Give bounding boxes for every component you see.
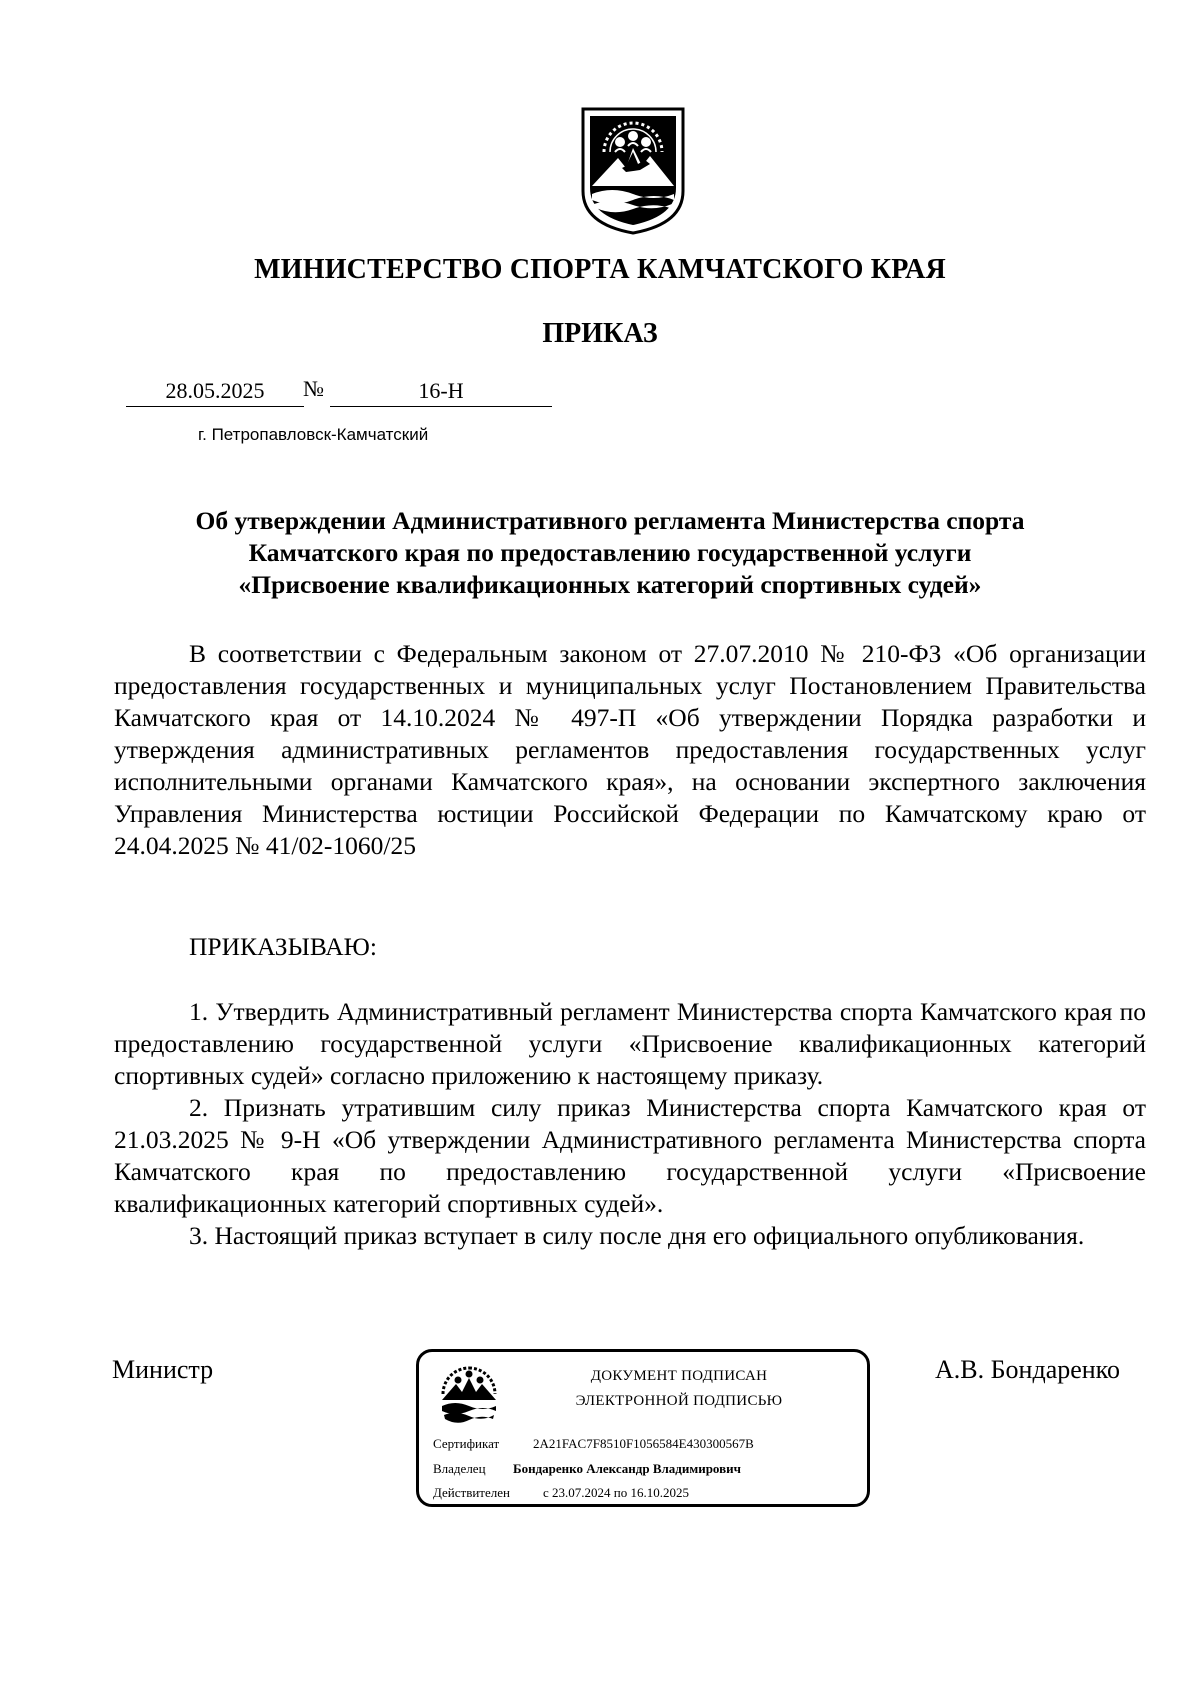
- title-line: Об утверждении Административного регламента Министерства спорта: [195, 506, 1025, 535]
- stamp-heading: ДОКУМЕНТ ПОДПИСАН: [590, 1368, 768, 1384]
- stamp-validity-row: [433, 1485, 689, 1501]
- stamp-owner-row: [433, 1461, 741, 1477]
- order-item: 2. Признать утратившим силу приказ Министерства спорта Камчатского края от 21.03.2025 № 9-Н «Об утверждении Административного регламента Министерства спорта Камчатского края по предоставлению государственной услуги «Присвоение квалификационных категорий спортивных судей».: [114, 1093, 1146, 1218]
- electronic-signature-stamp: [416, 1349, 870, 1507]
- order-title: [110, 505, 1110, 601]
- title-line: «Присвоение квалификационных категорий спортивных судей»: [238, 570, 982, 599]
- document-type: ПРИКАЗ: [542, 318, 658, 349]
- stamp-heading: ЭЛЕКТРОННОЙ ПОДПИСЬЮ: [575, 1393, 783, 1409]
- signatory-name: А.В. Бондаренко: [935, 1355, 1120, 1384]
- certificate-label: Сертификат: [433, 1436, 500, 1451]
- order-number: 16-Н: [330, 378, 552, 407]
- order-date: 28.05.2025: [126, 378, 304, 407]
- order-items: [114, 996, 1146, 1252]
- order-item: 3. Настоящий приказ вступает в силу после дня его официального опубликования.: [189, 1221, 1085, 1250]
- coat-of-arms-icon: [580, 106, 686, 236]
- order-item: 1. Утвердить Административный регламент Министерства спорта Камчатского края по предоставлению государственной услуги «Присвоение квалификационных категорий спортивных судей» согласно приложению к настоящему приказу.: [114, 997, 1146, 1090]
- owner-label: Владелец: [433, 1461, 486, 1476]
- order-word: ПРИКАЗЫВАЮ:: [189, 932, 377, 961]
- stamp-crest-icon: [438, 1364, 500, 1424]
- preamble-paragraph: В соответствии с Федеральным законом от 27.07.2010 № 210-ФЗ «Об организации предоставления государственных и муниципальных услуг Постановлением Правительства Камчатского края от 14.10.2024 № 497-П «Об утверждении Порядка разработки и утверждения административных регламентов предоставления государственных услуг исполнительными органами Камчатского края», на основании экспертного заключения Управления Министерства юстиции Российской Федерации по Камчатскому краю от 24.04.2025 № 41/02-1060/25: [114, 639, 1146, 860]
- certificate-value: 2A21FAC7F8510F1056584E430300567B: [533, 1436, 754, 1451]
- number-sign: №: [303, 376, 324, 401]
- validity-label: Действителен: [433, 1485, 510, 1500]
- title-line: Камчатского края по предоставлению государственной услуги: [248, 538, 972, 567]
- signatory-position: Министр: [112, 1355, 214, 1384]
- owner-value: Бондаренко Александр Владимирович: [513, 1461, 741, 1476]
- validity-value: с 23.07.2024 по 16.10.2025: [543, 1485, 689, 1500]
- stamp-certificate-row: [433, 1436, 754, 1452]
- ministry-title: МИНИСТЕРСТВО СПОРТА КАМЧАТСКОГО КРАЯ: [254, 254, 946, 285]
- city: г. Петропавловск-Камчатский: [198, 425, 429, 444]
